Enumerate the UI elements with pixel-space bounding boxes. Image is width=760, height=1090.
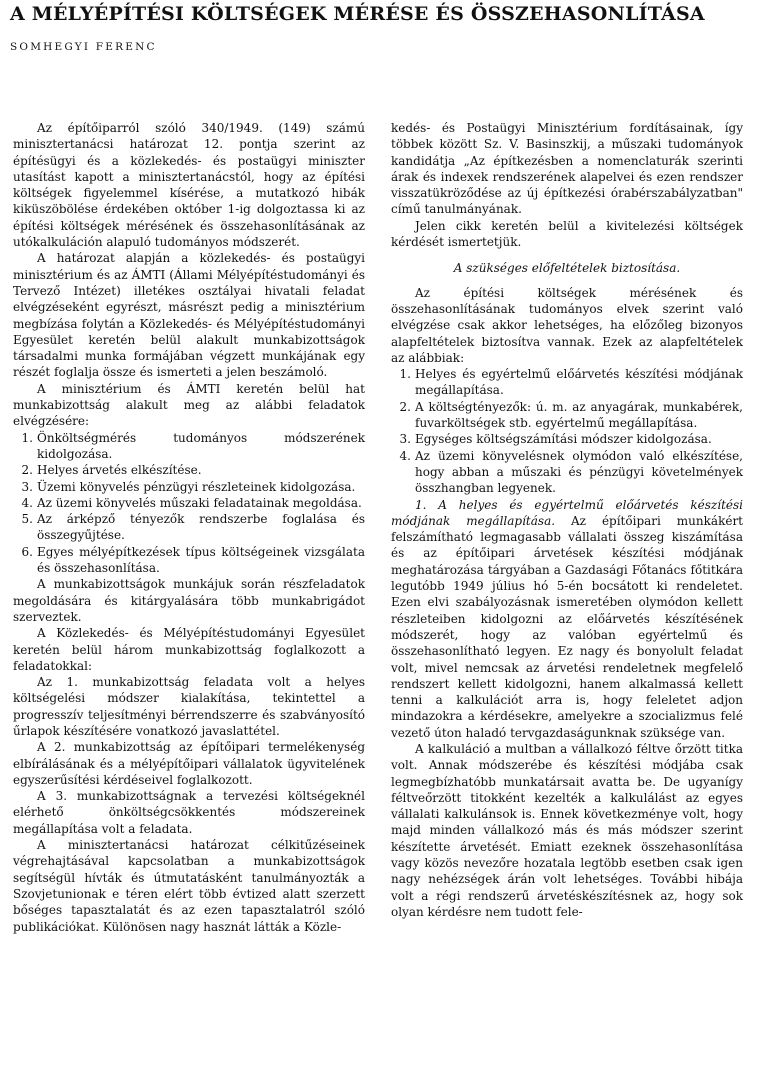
- list-item: 4. Az üzemi könyvelésnek olymódon való elkészítése, hogy abban a műszaki és pénzügyi követelmények összhangban legyenek.: [399, 448, 743, 496]
- section-subtitle: A szükséges előfeltételek biztosítása.: [453, 261, 681, 276]
- list-item: 4. Az üzemi könyvelés műszaki feladatainak megoldása.: [21, 495, 362, 510]
- paragraph: kedés- és Postaügyi Minisztérium fordításainak, így többek között Sz. V. Basinszkij, a műszaki tudományok kandidátja „Az építkezésben a nomenclaturák szerinti árak és indexek rendszerének alapelvei és ezen rendszer visszatükröződése az új építkezési órabérszabályzatban" című tanulmányának.: [391, 121, 743, 217]
- list-item: 2. Helyes árvetés elkészítése.: [21, 463, 202, 478]
- left-column: [13, 120, 365, 935]
- paragraph: A 2. munkabizottság az építőipari termelékenység elbírálásának és a mélyépítőipari vállalatok ügyvitelének egyszerűsítési kérdéseivel foglalkozott.: [13, 740, 365, 787]
- paragraph: A 3. munkabizottságnak a tervezési költségeknél elérhető önköltségcsökkentés módszereinek megállapítása volt a feladata.: [13, 789, 365, 836]
- author-name: SOMHEGYI FERENC: [10, 41, 157, 53]
- list-item: 2. A költségtényezők: ú. m. az anyagárak, munkabérek, fuvarköltségek stb. egyértelmű megállapítása.: [399, 399, 743, 431]
- list-item: 3. Egységes költségszámítási módszer kidolgozása.: [399, 432, 712, 447]
- paragraph: Az építési költségek mérésének és összehasonlításának tudományos elvek szerint való elvégzése csak akkor lehetséges, ha előzőleg bizonyos alapfeltételek biztosítva vannak. Ezek az alapfeltételek az alábbiak:: [391, 285, 743, 365]
- list-item: 1. Helyes és egyértelmű előárvetés készítési módjának megállapítása.: [399, 367, 743, 398]
- paragraph: A Közlekedés- és Mélyépítéstudományi Egyesület keretén belül három munkabizottság foglalkozott a feladatokkal:: [13, 626, 365, 673]
- paragraph: A minisztertanácsi határozat célkitűzéseinek végrehajtásával kapcsolatban a munkabizottságok segítségül hívták és útmutatásként tanulmányozták a Szovjetunionak e téren elért több évtized alatt szerzett bőséges tapasztalatát és az ezen tapasztalatról szóló publikációkat. Különösen nagy hasznát látták a Közle-: [13, 838, 365, 934]
- paragraph: A kalkuláció a multban a vállalkozó féltve őrzött titka volt. Annak módszerébe és készítési módjába csak legmegbízhatóbb munkatársait avatta be. De ugyanígy féltveőrzött titokként kezelték a kalkulálást az egyes vállalati kalkulánsok is. Ennek következménye volt, hogy majd minden vállalkozó más és más módszer szerint készítette árvetését. Emiatt ezeknek összehasonlítása vagy közös nevezőre hozatala legtöbb esetben csak igen nagy nehézségek árán volt lehetséges. További hibája volt a régi rendszerű árvetéskészítésnek az, hogy sok olyan kérdésre nem tudott fele-: [391, 741, 743, 919]
- paragraph: A határozat alapján a közlekedés- és postaügyi minisztérium és az ÁMTI (Állami Mélyépítéstudományi és Tervező Intézet) illetékes osztályai hivatali feladat elvégzéseként egyrészt, másrészt pedig a minisztérium megbízása folytán a Közlekedés- és Mélyépítéstudományi Egyesület keretén belül alakult munkabizottságok társadalmi munka formájában végzett munkájának egy részét foglalja össze és ismerteti a jelen beszámoló.: [13, 251, 365, 380]
- paragraph: Jelen cikk keretén belül a kivitelezési költségek kérdését ismertetjük.: [391, 218, 743, 250]
- paragraph: A munkabizottságok munkájuk során részfeladatok megoldására és kitárgyalására több munkabrigádot szerveztek.: [13, 577, 365, 624]
- section-heading-inline: 1. A helyes és egyértelmű előárvetés készítési módjának megállapítása.: [391, 497, 743, 528]
- list-item: 1. Önköltségmérés tudományos módszerének kidolgozása.: [21, 430, 365, 461]
- paragraph: Az építőiparról szóló 340/1949. (149) számú minisztertanácsi határozat 12. pontja szerint az építésügyi és a közlekedés- és postaügyi miniszter utasítást kapott a minisztertanácstól, hogy az építési költségek figyelemmel kísérése, a mutatkozó hibák kiküszöbölése érdekében október 1-ig dolgoztassa ki az építési költségek mérésének és összehasonlításának az utókalkuláción alapuló tudományos módszerét.: [13, 121, 365, 250]
- paragraph: 1. A helyes és egyértelmű előárvetés készítési módjának megállapítása. Az építőipari munkákért felszámítható legmagasabb vállalati összeg kiszámítása és az építőipari árvetések készítési módjának meghatározása tárgyában a Gazdasági Főtanács főtitkára legutóbb 1949 július hó 5-én bocsátott ki rendeletet. Ezen elvi szabályozásnak ismeretében olymódon kellett részleteiben kidolgozni az előárvetés készítésének módszerét, hogy az valóban egyértelmű és összehasonlítható legyen. Ez nagy és bonyolult feladat volt, mivel nemcsak az árvetési rendeletnek megfelelő rendszert kellett kidolgozni, hanem alkalmassá kellett tenni a kalkulációt arra is, hogy feleletet adjon mindazokra a kérdésekre, amelyekre a szocializmus felé vezető úton haladó tervgazdaságunknak szüksége van.: [391, 497, 743, 740]
- paragraph: A minisztérium és ÁMTI keretén belül hat munkabizottság alakult meg az alábbi feladatok elvégzésére:: [13, 381, 365, 429]
- list-item: 5. Az árképző tényezők rendszerbe foglalása és összegyűjtése.: [21, 512, 365, 543]
- article-title: A MÉLYÉPÍTÉSI KÖLTSÉGEK MÉRÉSE ÉS ÖSSZEHASONLÍTÁSA: [10, 3, 705, 25]
- paragraph: Az 1. munkabizottság feladata volt a helyes költségelési módszer kialakítása, tekintettel a progresszív teljesítményi bérrendszerre és szabványosító űrlapok készítésére vonatkozó javaslattétel.: [13, 675, 365, 738]
- list-item: 6. Egyes mélyépítkezések típus költségeinek vizsgálata és összehasonlítása.: [21, 544, 365, 576]
- list-item: 3. Üzemi könyvelés pénzügyi részleteinek kidolgozása.: [21, 479, 356, 494]
- right-column: [391, 120, 743, 920]
